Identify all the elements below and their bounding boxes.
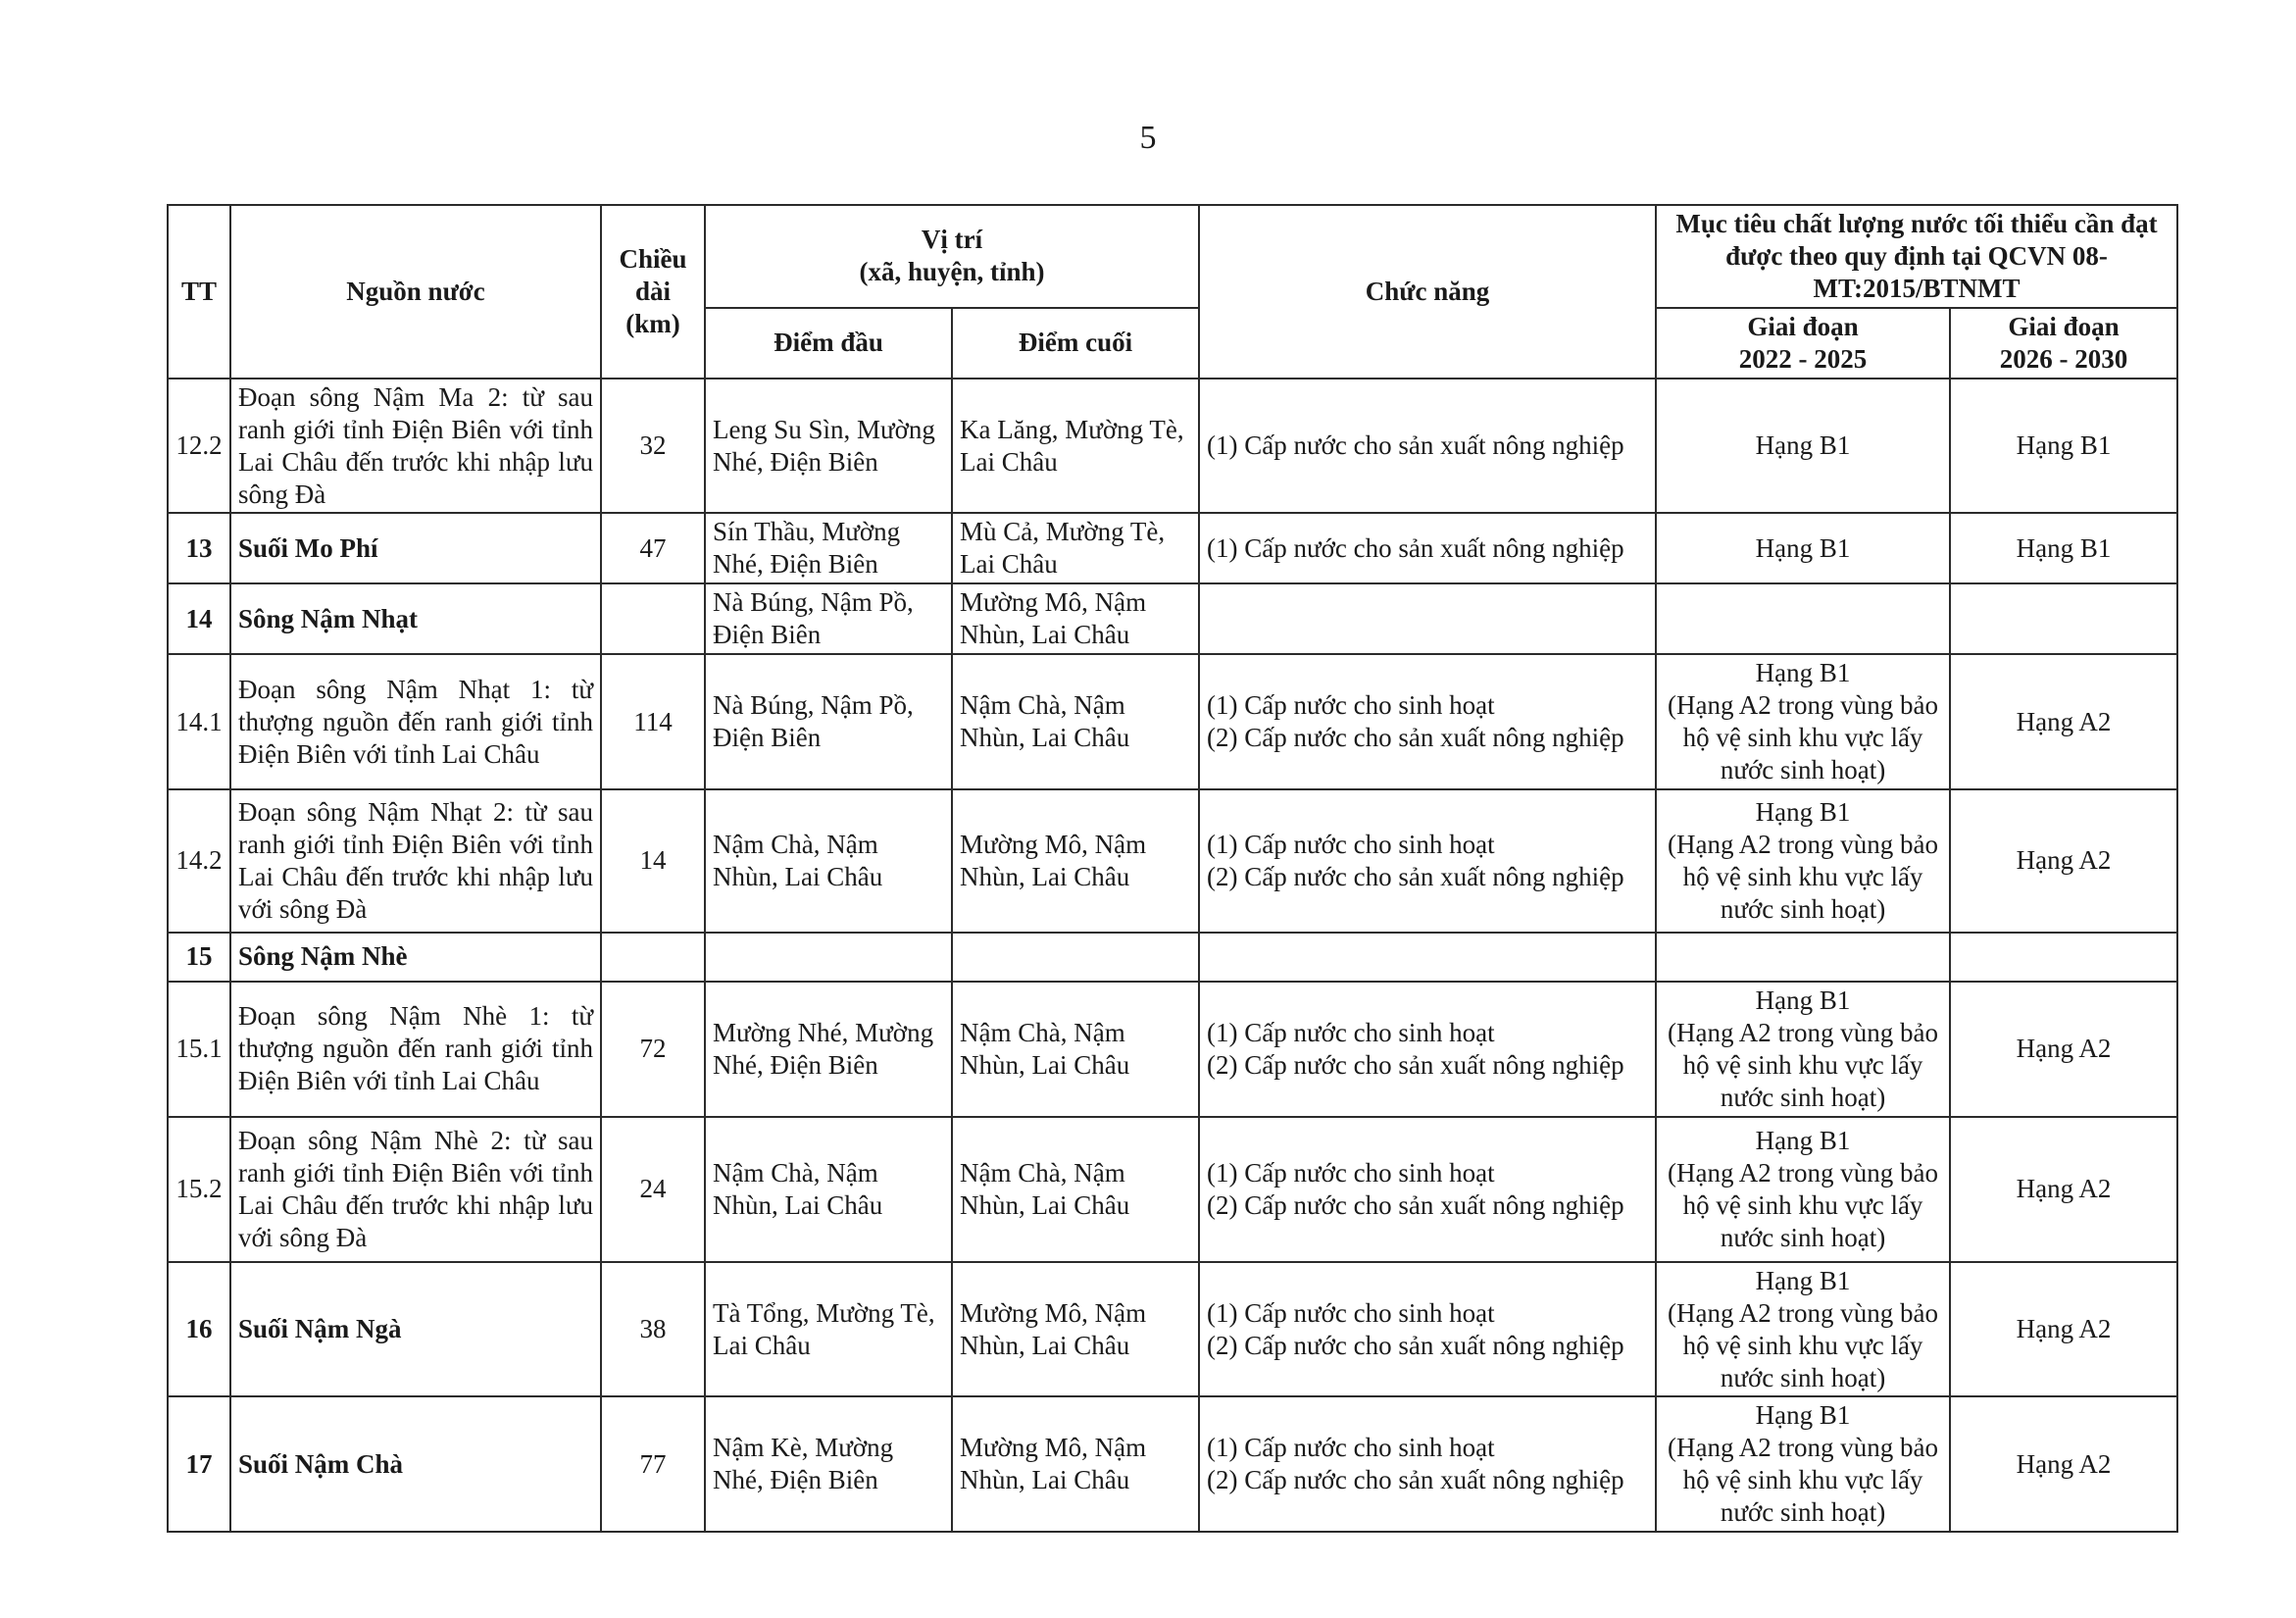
cell-start: Nậm Chà, Nậm Nhùn, Lai Châu <box>705 789 952 933</box>
cell-length: 72 <box>601 982 705 1117</box>
header-period-2026-2030: Giai đoạn 2026 - 2030 <box>1950 308 2177 379</box>
cell-period-1 <box>1656 933 1950 982</box>
cell-length: 47 <box>601 513 705 583</box>
cell-length <box>601 933 705 982</box>
table-row <box>168 1396 2177 1532</box>
cell-end: Nậm Chà, Nậm Nhùn, Lai Châu <box>952 1117 1199 1262</box>
header-function: Chức năng <box>1199 205 1656 379</box>
cell-period-1: Hạng B1 <box>1656 513 1950 583</box>
cell-name: Đoạn sông Nậm Nhè 1: từ thượng nguồn đến ranh giới tỉnh Điện Biên với tỉnh Lai Châu <box>230 982 601 1117</box>
cell-function: (1) Cấp nước cho sinh hoạt (2) Cấp nước cho sản xuất nông nghiệp <box>1199 1117 1656 1262</box>
cell-period-2: Hạng A2 <box>1950 982 2177 1117</box>
cell-period-1: Hạng B1 (Hạng A2 trong vùng bảo hộ vệ sinh khu vực lấy nước sinh hoạt) <box>1656 1396 1950 1532</box>
cell-period-2: Hạng A2 <box>1950 654 2177 789</box>
cell-start: Nậm Kè, Mường Nhé, Điện Biên <box>705 1396 952 1532</box>
cell-period-1 <box>1656 583 1950 654</box>
table-row <box>168 583 2177 654</box>
cell-name: Đoạn sông Nậm Nhạt 2: từ sau ranh giới tỉnh Điện Biên với tỉnh Lai Châu đến trước khi nhập lưu với sông Đà <box>230 789 601 933</box>
cell-end: Mù Cả, Mường Tè, Lai Châu <box>952 513 1199 583</box>
cell-length: 77 <box>601 1396 705 1532</box>
cell-function: (1) Cấp nước cho sản xuất nông nghiệp <box>1199 379 1656 514</box>
cell-end: Mường Mô, Nậm Nhùn, Lai Châu <box>952 1396 1199 1532</box>
cell-length: 14 <box>601 789 705 933</box>
cell-length: 32 <box>601 379 705 514</box>
cell-name: Đoạn sông Nậm Nhè 2: từ sau ranh giới tỉnh Điện Biên với tỉnh Lai Châu đến trước khi nhập lưu với sông Đà <box>230 1117 601 1262</box>
cell-end: Nậm Chà, Nậm Nhùn, Lai Châu <box>952 982 1199 1117</box>
table-row <box>168 982 2177 1117</box>
cell-tt: 13 <box>168 513 230 583</box>
cell-name: Suối Nậm Chà <box>230 1396 601 1532</box>
cell-period-1: Hạng B1 (Hạng A2 trong vùng bảo hộ vệ sinh khu vực lấy nước sinh hoạt) <box>1656 982 1950 1117</box>
cell-period-2: Hạng A2 <box>1950 789 2177 933</box>
cell-period-2: Hạng A2 <box>1950 1396 2177 1532</box>
cell-end: Mường Mô, Nậm Nhùn, Lai Châu <box>952 583 1199 654</box>
cell-function: (1) Cấp nước cho sinh hoạt (2) Cấp nước cho sản xuất nông nghiệp <box>1199 1396 1656 1532</box>
header-start-point: Điểm đầu <box>705 308 952 379</box>
cell-period-1: Hạng B1 (Hạng A2 trong vùng bảo hộ vệ sinh khu vực lấy nước sinh hoạt) <box>1656 1117 1950 1262</box>
cell-start <box>705 933 952 982</box>
cell-tt: 15.2 <box>168 1117 230 1262</box>
cell-function: (1) Cấp nước cho sinh hoạt (2) Cấp nước cho sản xuất nông nghiệp <box>1199 982 1656 1117</box>
cell-start: Nà Búng, Nậm Pồ, Điện Biên <box>705 583 952 654</box>
table-row <box>168 1117 2177 1262</box>
cell-length: 38 <box>601 1262 705 1397</box>
cell-function: (1) Cấp nước cho sản xuất nông nghiệp <box>1199 513 1656 583</box>
cell-function: (1) Cấp nước cho sinh hoạt (2) Cấp nước cho sản xuất nông nghiệp <box>1199 654 1656 789</box>
table-row <box>168 789 2177 933</box>
cell-end: Ka Lăng, Mường Tè, Lai Châu <box>952 379 1199 514</box>
header-length: Chiều dài (km) <box>601 205 705 379</box>
header-end-point: Điểm cuối <box>952 308 1199 379</box>
cell-function <box>1199 933 1656 982</box>
cell-tt: 17 <box>168 1396 230 1532</box>
cell-length: 24 <box>601 1117 705 1262</box>
cell-tt: 14.2 <box>168 789 230 933</box>
cell-period-1: Hạng B1 (Hạng A2 trong vùng bảo hộ vệ sinh khu vực lấy nước sinh hoạt) <box>1656 789 1950 933</box>
table-row <box>168 1262 2177 1397</box>
cell-tt: 12.2 <box>168 379 230 514</box>
cell-period-1: Hạng B1 (Hạng A2 trong vùng bảo hộ vệ sinh khu vực lấy nước sinh hoạt) <box>1656 1262 1950 1397</box>
cell-period-2 <box>1950 933 2177 982</box>
header-location: Vị trí (xã, huyện, tỉnh) <box>705 205 1199 308</box>
cell-period-1: Hạng B1 <box>1656 379 1950 514</box>
cell-period-2 <box>1950 583 2177 654</box>
cell-tt: 14.1 <box>168 654 230 789</box>
cell-period-2: Hạng B1 <box>1950 513 2177 583</box>
cell-name: Sông Nậm Nhè <box>230 933 601 982</box>
cell-end <box>952 933 1199 982</box>
cell-function: (1) Cấp nước cho sinh hoạt (2) Cấp nước cho sản xuất nông nghiệp <box>1199 789 1656 933</box>
cell-start: Sín Thầu, Mường Nhé, Điện Biên <box>705 513 952 583</box>
cell-name: Đoạn sông Nậm Ma 2: từ sau ranh giới tỉnh Điện Biên với tỉnh Lai Châu đến trước khi nhập lưu sông Đà <box>230 379 601 514</box>
cell-name: Sông Nậm Nhạt <box>230 583 601 654</box>
cell-length <box>601 583 705 654</box>
cell-length: 114 <box>601 654 705 789</box>
table-row <box>168 379 2177 514</box>
cell-function: (1) Cấp nước cho sinh hoạt (2) Cấp nước cho sản xuất nông nghiệp <box>1199 1262 1656 1397</box>
cell-start: Tà Tổng, Mường Tè, Lai Châu <box>705 1262 952 1397</box>
header-water-source: Nguồn nước <box>230 205 601 379</box>
cell-period-2: Hạng B1 <box>1950 379 2177 514</box>
cell-tt: 15 <box>168 933 230 982</box>
cell-function <box>1199 583 1656 654</box>
cell-period-1: Hạng B1 (Hạng A2 trong vùng bảo hộ vệ sinh khu vực lấy nước sinh hoạt) <box>1656 654 1950 789</box>
cell-name: Đoạn sông Nậm Nhạt 1: từ thượng nguồn đến ranh giới tỉnh Điện Biên với tỉnh Lai Châu <box>230 654 601 789</box>
cell-period-2: Hạng A2 <box>1950 1117 2177 1262</box>
cell-start: Nà Búng, Nậm Pồ, Điện Biên <box>705 654 952 789</box>
cell-start: Nậm Chà, Nậm Nhùn, Lai Châu <box>705 1117 952 1262</box>
header-quality-target: Mục tiêu chất lượng nước tối thiểu cần đạt được theo quy định tại QCVN 08-MT:2015/BTNMT <box>1656 205 2177 308</box>
cell-name: Suối Mo Phí <box>230 513 601 583</box>
header-tt: TT <box>168 205 230 379</box>
cell-tt: 16 <box>168 1262 230 1397</box>
cell-name: Suối Nậm Ngà <box>230 1262 601 1397</box>
cell-start: Mường Nhé, Mường Nhé, Điện Biên <box>705 982 952 1117</box>
table-row <box>168 933 2177 982</box>
cell-period-2: Hạng A2 <box>1950 1262 2177 1397</box>
water-quality-table <box>167 204 2178 1533</box>
cell-end: Nậm Chà, Nậm Nhùn, Lai Châu <box>952 654 1199 789</box>
cell-tt: 14 <box>168 583 230 654</box>
table-row <box>168 654 2177 789</box>
header-period-2022-2025: Giai đoạn 2022 - 2025 <box>1656 308 1950 379</box>
cell-tt: 15.1 <box>168 982 230 1117</box>
cell-end: Mường Mô, Nậm Nhùn, Lai Châu <box>952 1262 1199 1397</box>
table-row <box>168 513 2177 583</box>
cell-start: Leng Su Sìn, Mường Nhé, Điện Biên <box>705 379 952 514</box>
cell-end: Mường Mô, Nậm Nhùn, Lai Châu <box>952 789 1199 933</box>
page-number: 5 <box>1139 120 1157 156</box>
